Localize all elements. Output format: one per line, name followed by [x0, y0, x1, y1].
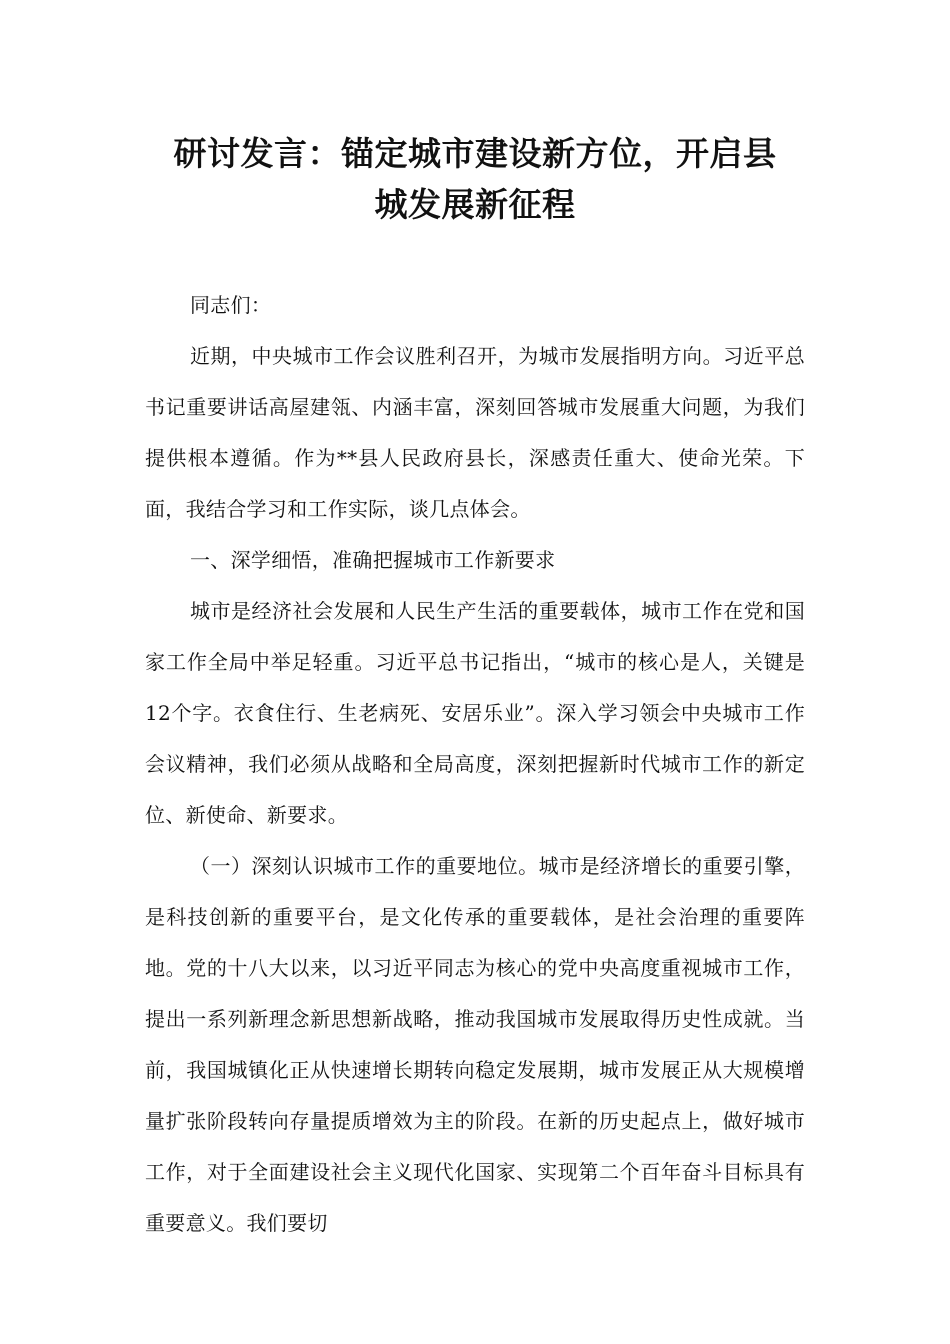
paragraph-intro: 近期，中央城市工作会议胜利召开，为城市发展指明方向。习近平总书记重要讲话高屋建瓴、内涵丰富，深刻回答城市发展重大问题，为我们提供根本遵循。作为**县人民政府县长，深感责任重大、使命光荣。下面，我结合学习和工作实际，谈几点体会。: [145, 344, 805, 521]
paragraph-subsection-1: （一）深刻认识城市工作的重要地位。城市是经济增长的重要引擎，是科技创新的重要平台，是文化传承的重要载体，是社会治理的重要阵地。党的十八大以来，以习近平同志为核心的党中央高度重视城市工作，提出一系列新理念新思想新战略，推动我国城市发展取得历史性成就。当前，我国城镇化正从快速增长期转向稳定发展期，城市发展正从大规模增量扩张阶段转向存量提质增效为主的阶段。在新的历史起点上，做好城市工作，对于全面建设社会主义现代化国家、实现第二个百年奋斗目标具有重要意义。我们要切: [145, 854, 805, 1235]
document-body: [145, 280, 805, 1249]
section-heading-1: 一、深学细悟，准确把握城市工作新要求: [190, 548, 556, 572]
paragraph-section-1: 城市是经济社会发展和人民生产生活的重要载体，城市工作在党和国家工作全局中举足轻重。习近平总书记指出，“城市的核心是人，关键是12个字。衣食住行、生老病死、安居乐业”。深入学习领会中央城市工作会议精神，我们必须从战略和全局高度，深刻把握新时代城市工作的新定位、新使命、新要求。: [145, 599, 805, 827]
title-line-1: 研讨发言：锚定城市建设新方位，开启县: [173, 134, 777, 173]
title-line-2: 城发展新征程: [374, 185, 576, 224]
document-title: [120, 128, 830, 230]
greeting: 同志们：: [190, 293, 272, 317]
